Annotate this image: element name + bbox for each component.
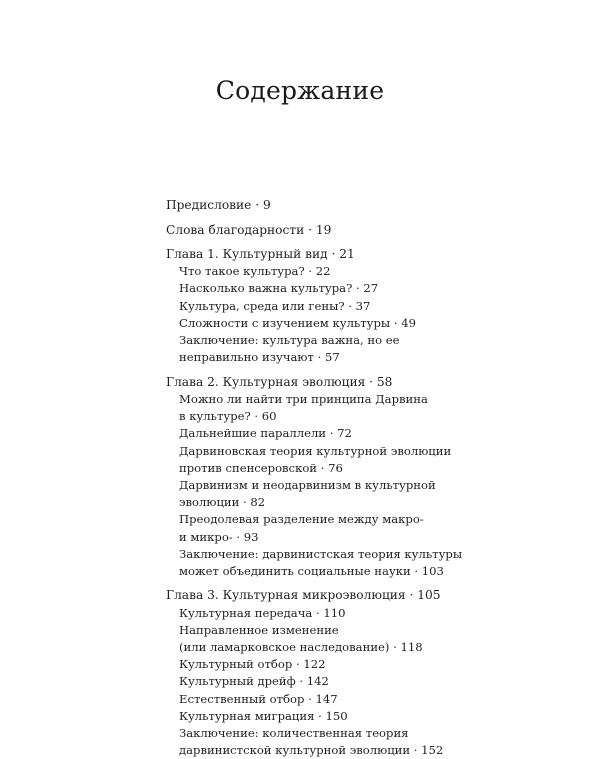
toc-subentry: Культура, среда или гены? · 37 — [179, 298, 371, 313]
toc-subentry: Культурная передача · 110 — [179, 605, 346, 620]
toc-subentry: (или ламарковское наследование) · 118 — [179, 640, 423, 655]
toc-subentry: в культуре? · 60 — [179, 409, 277, 424]
toc-subentry: Направленное изменение — [179, 622, 339, 637]
toc-subentry: Насколько важна культура? · 27 — [179, 281, 379, 296]
toc-subentry: неправильно изучают · 57 — [179, 350, 340, 365]
toc-subentry: Культурный отбор · 122 — [179, 657, 326, 672]
page-title: Содержание — [215, 76, 385, 105]
toc-subentry: Заключение: количественная теория — [179, 726, 409, 741]
toc-subentry: дарвинистской культурной эволюции · 152 — [179, 743, 444, 758]
toc-entry-acknowledgements: Слова благодарности · 19 — [166, 222, 332, 237]
toc-subentry: против спенсеровской · 76 — [179, 460, 343, 475]
toc-subentry: Сложности с изучением культуры · 49 — [179, 315, 416, 330]
toc-subentry: Культурный дрейф · 142 — [179, 674, 329, 689]
table-of-contents — [166, 197, 466, 759]
toc-subentry: Дарвиновская теория культурной эволюции — [179, 443, 452, 458]
toc-subentry: Заключение: культура важна, но ее — [179, 333, 400, 348]
toc-subentry: Культурная миграция · 150 — [179, 708, 348, 723]
toc-chapter-2-title: Глава 2. Культурная эволюция · 58 — [166, 374, 393, 389]
toc-subentry: Дарвинизм и неодарвинизм в культурной — [179, 477, 436, 492]
toc-chapter-3-title: Глава 3. Культурная микроэволюция · 105 — [166, 588, 441, 603]
toc-chapter-1-title: Глава 1. Культурный вид · 21 — [166, 247, 355, 261]
toc-subentry: Что такое культура? · 22 — [179, 264, 331, 279]
toc-subentry: Естественный отбор · 147 — [179, 691, 338, 706]
toc-subentry: Преодолевая разделение между макро- — [179, 512, 424, 527]
toc-subentry: Можно ли найти три принципа Дарвина — [179, 391, 428, 406]
toc-subentry: Заключение: дарвинистская теория культуры — [179, 546, 463, 561]
toc-entry-preface: Предисловие · 9 — [166, 198, 271, 212]
toc-subentry: эволюции · 82 — [179, 495, 266, 510]
toc-subentry: может объединить социальные науки · 103 — [179, 563, 444, 578]
toc-subentry: Дальнейшие параллели · 72 — [179, 426, 352, 441]
toc-subentry: и микро- · 93 — [179, 529, 259, 544]
